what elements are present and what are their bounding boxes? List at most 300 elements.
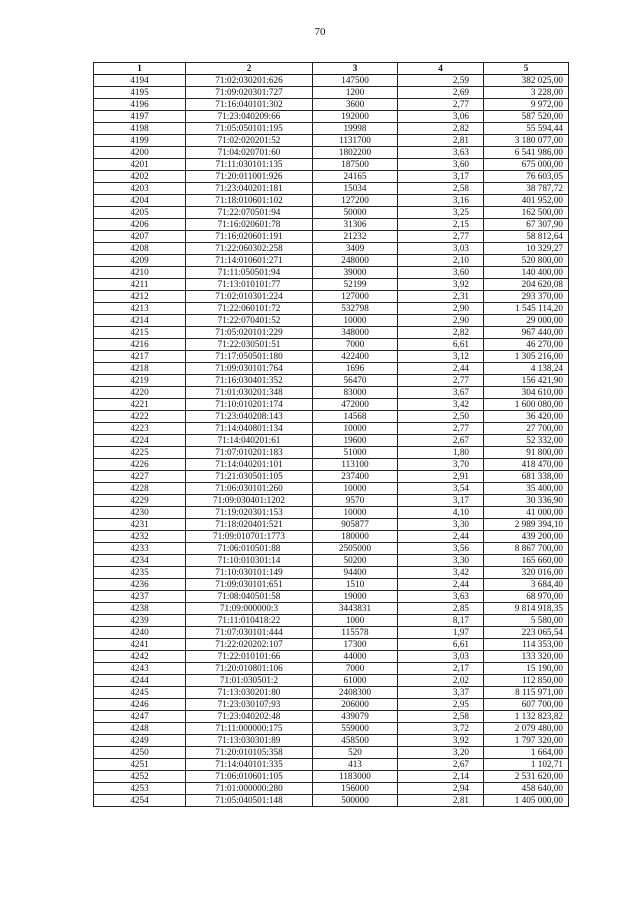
cadastral-number-cell: 71:22:070401:52 — [186, 315, 313, 327]
rate-cell: 2,50 — [398, 411, 484, 423]
rate-cell: 2,69 — [398, 87, 484, 99]
rate-cell: 3,30 — [398, 555, 484, 567]
cadastral-number-cell: 71:02:030201:626 — [186, 75, 313, 87]
cadastral-value-table — [93, 62, 569, 807]
row-number-cell: 4205 — [94, 207, 186, 219]
cadastral-number-cell: 71:23:040209:66 — [186, 111, 313, 123]
area-cell: 113100 — [313, 459, 398, 471]
value-cell: 4 138,24 — [484, 363, 569, 375]
rate-cell: 3,42 — [398, 399, 484, 411]
area-cell: 413 — [313, 759, 398, 771]
table-row — [94, 423, 569, 435]
rate-cell: 1,80 — [398, 447, 484, 459]
row-number-cell: 4221 — [94, 399, 186, 411]
row-number-cell: 4238 — [94, 603, 186, 615]
row-number-cell: 4208 — [94, 243, 186, 255]
area-cell: 52199 — [313, 279, 398, 291]
rate-cell: 3,03 — [398, 243, 484, 255]
row-number-cell: 4235 — [94, 567, 186, 579]
cadastral-number-cell: 71:02:020201:52 — [186, 135, 313, 147]
row-number-cell: 4237 — [94, 591, 186, 603]
value-cell: 1 664,00 — [484, 747, 569, 759]
value-cell: 6 541 986,00 — [484, 147, 569, 159]
rate-cell: 3,37 — [398, 687, 484, 699]
rate-cell: 2,15 — [398, 219, 484, 231]
cadastral-number-cell: 71:23:040208:143 — [186, 411, 313, 423]
value-cell: 162 500,00 — [484, 207, 569, 219]
row-number-cell: 4194 — [94, 75, 186, 87]
cadastral-number-cell: 71:11:010418:22 — [186, 615, 313, 627]
rate-cell: 2,44 — [398, 531, 484, 543]
cadastral-number-cell: 71:13:030301:89 — [186, 735, 313, 747]
value-cell: 9 972,00 — [484, 99, 569, 111]
rate-cell: 2,44 — [398, 579, 484, 591]
rate-cell: 2,90 — [398, 303, 484, 315]
value-cell: 3 228,00 — [484, 87, 569, 99]
cadastral-number-cell: 71:09:030101:651 — [186, 579, 313, 591]
value-cell: 29 000,00 — [484, 315, 569, 327]
area-cell: 348000 — [313, 327, 398, 339]
table-header — [94, 63, 569, 75]
cadastral-number-cell: 71:23:040201:181 — [186, 183, 313, 195]
cadastral-number-cell: 71:07:030101:444 — [186, 627, 313, 639]
cadastral-number-cell: 71:16:030401:352 — [186, 375, 313, 387]
table-row — [94, 291, 569, 303]
rate-cell: 3,17 — [398, 495, 484, 507]
value-cell: 1 305 216,00 — [484, 351, 569, 363]
value-cell: 114 353,00 — [484, 639, 569, 651]
rate-cell: 3,16 — [398, 195, 484, 207]
table-row — [94, 111, 569, 123]
cadastral-number-cell: 71:17:050501:180 — [186, 351, 313, 363]
row-number-cell: 4234 — [94, 555, 186, 567]
value-cell: 52 332,00 — [484, 435, 569, 447]
rate-cell: 6,61 — [398, 339, 484, 351]
cadastral-number-cell: 71:10:010301:14 — [186, 555, 313, 567]
table-row — [94, 591, 569, 603]
table-row — [94, 483, 569, 495]
row-number-cell: 4215 — [94, 327, 186, 339]
cadastral-number-cell: 71:11:050501:94 — [186, 267, 313, 279]
cadastral-number-cell: 71:06:030101:260 — [186, 483, 313, 495]
area-cell: 500000 — [313, 795, 398, 807]
table-row — [94, 303, 569, 315]
table-row — [94, 795, 569, 807]
rate-cell: 2,82 — [398, 327, 484, 339]
area-cell: 15034 — [313, 183, 398, 195]
area-cell: 94400 — [313, 567, 398, 579]
rate-cell: 3,42 — [398, 567, 484, 579]
rate-cell: 2,31 — [398, 291, 484, 303]
area-cell: 115578 — [313, 627, 398, 639]
value-cell: 1 797 320,00 — [484, 735, 569, 747]
value-cell: 1 132 823,82 — [484, 711, 569, 723]
row-number-cell: 4210 — [94, 267, 186, 279]
table-row — [94, 351, 569, 363]
table-row — [94, 159, 569, 171]
cadastral-number-cell: 71:18:010601:102 — [186, 195, 313, 207]
area-cell: 248000 — [313, 255, 398, 267]
value-cell: 3 180 077,00 — [484, 135, 569, 147]
row-number-cell: 4224 — [94, 435, 186, 447]
cadastral-number-cell: 71:13:010101:77 — [186, 279, 313, 291]
value-cell: 46 270,00 — [484, 339, 569, 351]
rate-cell: 6,61 — [398, 639, 484, 651]
area-cell: 187500 — [313, 159, 398, 171]
rate-cell: 2,85 — [398, 603, 484, 615]
cadastral-number-cell: 71:01:030201:348 — [186, 387, 313, 399]
rate-cell: 2,82 — [398, 123, 484, 135]
cadastral-number-cell: 71:13:030201:80 — [186, 687, 313, 699]
area-cell: 10000 — [313, 423, 398, 435]
value-cell: 967 440,00 — [484, 327, 569, 339]
table-row — [94, 339, 569, 351]
cadastral-number-cell: 71:02:010301:224 — [186, 291, 313, 303]
row-number-cell: 4239 — [94, 615, 186, 627]
area-cell: 206000 — [313, 699, 398, 711]
area-cell: 1000 — [313, 615, 398, 627]
row-number-cell: 4200 — [94, 147, 186, 159]
area-cell: 39000 — [313, 267, 398, 279]
area-cell: 472000 — [313, 399, 398, 411]
table-row — [94, 279, 569, 291]
cadastral-number-cell: 71:04:020701:60 — [186, 147, 313, 159]
value-cell: 91 800,00 — [484, 447, 569, 459]
rate-cell: 3,60 — [398, 267, 484, 279]
row-number-cell: 4203 — [94, 183, 186, 195]
row-number-cell: 4227 — [94, 471, 186, 483]
row-number-cell: 4250 — [94, 747, 186, 759]
rate-cell: 3,60 — [398, 159, 484, 171]
rate-cell: 2,67 — [398, 759, 484, 771]
row-number-cell: 4218 — [94, 363, 186, 375]
area-cell: 19998 — [313, 123, 398, 135]
area-cell: 19000 — [313, 591, 398, 603]
row-number-cell: 4197 — [94, 111, 186, 123]
table-row — [94, 615, 569, 627]
cadastral-number-cell: 71:06:010601:105 — [186, 771, 313, 783]
table-row — [94, 219, 569, 231]
area-cell: 3600 — [313, 99, 398, 111]
table-row — [94, 99, 569, 111]
value-cell: 165 660,00 — [484, 555, 569, 567]
area-cell: 905877 — [313, 519, 398, 531]
rate-cell: 3,17 — [398, 171, 484, 183]
table-row — [94, 123, 569, 135]
value-cell: 35 400,00 — [484, 483, 569, 495]
row-number-cell: 4211 — [94, 279, 186, 291]
rate-cell: 2,81 — [398, 795, 484, 807]
table-row — [94, 195, 569, 207]
cadastral-number-cell: 71:20:011001:926 — [186, 171, 313, 183]
table-row — [94, 471, 569, 483]
cadastral-number-cell: 71:22:060302:258 — [186, 243, 313, 255]
area-cell: 1802200 — [313, 147, 398, 159]
table-row — [94, 387, 569, 399]
value-cell: 27 700,00 — [484, 423, 569, 435]
table-row — [94, 771, 569, 783]
value-cell: 304 610,00 — [484, 387, 569, 399]
area-cell: 520 — [313, 747, 398, 759]
table-row — [94, 579, 569, 591]
table-row — [94, 75, 569, 87]
cadastral-number-cell: 71:19:020301:153 — [186, 507, 313, 519]
value-cell: 458 640,00 — [484, 783, 569, 795]
rate-cell: 3,63 — [398, 591, 484, 603]
cadastral-number-cell: 71:11:000000:175 — [186, 723, 313, 735]
cadastral-number-cell: 71:22:010101:66 — [186, 651, 313, 663]
table-row — [94, 207, 569, 219]
area-cell: 83000 — [313, 387, 398, 399]
table-row — [94, 243, 569, 255]
rate-cell: 2,81 — [398, 135, 484, 147]
area-cell: 3443831 — [313, 603, 398, 615]
area-cell: 2408300 — [313, 687, 398, 699]
value-cell: 1 545 114,20 — [484, 303, 569, 315]
area-cell: 147500 — [313, 75, 398, 87]
cadastral-number-cell: 71:05:020101:229 — [186, 327, 313, 339]
area-cell: 7000 — [313, 339, 398, 351]
row-number-cell: 4222 — [94, 411, 186, 423]
value-cell: 10 329,27 — [484, 243, 569, 255]
value-cell: 133 320,00 — [484, 651, 569, 663]
table-row — [94, 555, 569, 567]
table-body — [94, 75, 569, 807]
cadastral-number-cell: 71:09:010701:1773 — [186, 531, 313, 543]
rate-cell: 3,54 — [398, 483, 484, 495]
area-cell: 127000 — [313, 291, 398, 303]
row-number-cell: 4254 — [94, 795, 186, 807]
row-number-cell: 4199 — [94, 135, 186, 147]
header-col-5: 5 — [484, 63, 569, 75]
rate-cell: 2,58 — [398, 711, 484, 723]
row-number-cell: 4233 — [94, 543, 186, 555]
area-cell: 24165 — [313, 171, 398, 183]
table-row — [94, 531, 569, 543]
value-cell: 36 420,00 — [484, 411, 569, 423]
cadastral-number-cell: 71:01:030501:2 — [186, 675, 313, 687]
table-row — [94, 519, 569, 531]
area-cell: 10000 — [313, 483, 398, 495]
rate-cell: 2,77 — [398, 99, 484, 111]
area-cell: 127200 — [313, 195, 398, 207]
rate-cell: 2,94 — [398, 783, 484, 795]
table-row — [94, 435, 569, 447]
table-row — [94, 171, 569, 183]
value-cell: 2 531 620,00 — [484, 771, 569, 783]
row-number-cell: 4231 — [94, 519, 186, 531]
cadastral-number-cell: 71:01:000000:280 — [186, 783, 313, 795]
table-row — [94, 87, 569, 99]
table-row — [94, 315, 569, 327]
row-number-cell: 4196 — [94, 99, 186, 111]
rate-cell: 3,92 — [398, 735, 484, 747]
value-cell: 41 000,00 — [484, 507, 569, 519]
value-cell: 8 115 971,00 — [484, 687, 569, 699]
row-number-cell: 4247 — [94, 711, 186, 723]
value-cell: 681 338,00 — [484, 471, 569, 483]
table-row — [94, 459, 569, 471]
cadastral-number-cell: 71:06:010501:88 — [186, 543, 313, 555]
table-row — [94, 399, 569, 411]
rate-cell: 3,70 — [398, 459, 484, 471]
cadastral-number-cell: 71:22:060101:72 — [186, 303, 313, 315]
cadastral-number-cell: 71:21:030501:105 — [186, 471, 313, 483]
area-cell: 192000 — [313, 111, 398, 123]
rate-cell: 2,95 — [398, 699, 484, 711]
table-row — [94, 495, 569, 507]
table-row — [94, 543, 569, 555]
area-cell: 3409 — [313, 243, 398, 255]
table-row — [94, 663, 569, 675]
table-row — [94, 447, 569, 459]
value-cell: 55 594,44 — [484, 123, 569, 135]
rate-cell: 2,44 — [398, 363, 484, 375]
rate-cell: 2,14 — [398, 771, 484, 783]
area-cell: 439079 — [313, 711, 398, 723]
rate-cell: 2,77 — [398, 231, 484, 243]
area-cell: 10000 — [313, 507, 398, 519]
rate-cell: 2,77 — [398, 375, 484, 387]
row-number-cell: 4248 — [94, 723, 186, 735]
cadastral-number-cell: 71:16:020601:191 — [186, 231, 313, 243]
cadastral-number-cell: 71:18:020401:521 — [186, 519, 313, 531]
area-cell: 31306 — [313, 219, 398, 231]
row-number-cell: 4201 — [94, 159, 186, 171]
table-row — [94, 783, 569, 795]
row-number-cell: 4241 — [94, 639, 186, 651]
value-cell: 67 307,90 — [484, 219, 569, 231]
area-cell: 19600 — [313, 435, 398, 447]
row-number-cell: 4243 — [94, 663, 186, 675]
row-number-cell: 4232 — [94, 531, 186, 543]
row-number-cell: 4244 — [94, 675, 186, 687]
cadastral-number-cell: 71:09:000000:3 — [186, 603, 313, 615]
table-row — [94, 411, 569, 423]
value-cell: 3 684,40 — [484, 579, 569, 591]
area-cell: 237400 — [313, 471, 398, 483]
area-cell: 156000 — [313, 783, 398, 795]
header-row — [94, 63, 569, 75]
table-row — [94, 327, 569, 339]
cadastral-number-cell: 71:22:070501:94 — [186, 207, 313, 219]
area-cell: 180000 — [313, 531, 398, 543]
value-cell: 675 000,00 — [484, 159, 569, 171]
value-cell: 112 850,00 — [484, 675, 569, 687]
value-cell: 5 580,00 — [484, 615, 569, 627]
value-cell: 293 370,00 — [484, 291, 569, 303]
value-cell: 9 814 918,35 — [484, 603, 569, 615]
cadastral-number-cell: 71:20:010105:358 — [186, 747, 313, 759]
value-cell: 223 065,54 — [484, 627, 569, 639]
row-number-cell: 4246 — [94, 699, 186, 711]
area-cell: 51000 — [313, 447, 398, 459]
value-cell: 401 952,00 — [484, 195, 569, 207]
cadastral-number-cell: 71:20:010801:106 — [186, 663, 313, 675]
header-col-1: 1 — [94, 63, 186, 75]
area-cell: 1200 — [313, 87, 398, 99]
rate-cell: 2,91 — [398, 471, 484, 483]
table-row — [94, 639, 569, 651]
value-cell: 38 787,72 — [484, 183, 569, 195]
row-number-cell: 4228 — [94, 483, 186, 495]
table-row — [94, 759, 569, 771]
header-col-4: 4 — [398, 63, 484, 75]
row-number-cell: 4251 — [94, 759, 186, 771]
value-cell: 520 800,00 — [484, 255, 569, 267]
area-cell: 2505000 — [313, 543, 398, 555]
header-col-2: 2 — [186, 63, 313, 75]
value-cell: 15 190,00 — [484, 663, 569, 675]
table-row — [94, 747, 569, 759]
cadastral-number-cell: 71:10:010201:174 — [186, 399, 313, 411]
cadastral-number-cell: 71:22:020202:107 — [186, 639, 313, 651]
table-row — [94, 711, 569, 723]
table-row — [94, 231, 569, 243]
area-cell: 10000 — [313, 315, 398, 327]
value-cell: 204 620,08 — [484, 279, 569, 291]
row-number-cell: 4229 — [94, 495, 186, 507]
row-number-cell: 4213 — [94, 303, 186, 315]
value-cell: 58 812,64 — [484, 231, 569, 243]
row-number-cell: 4242 — [94, 651, 186, 663]
page-number: 70 — [314, 26, 326, 38]
table-row — [94, 735, 569, 747]
rate-cell: 1,97 — [398, 627, 484, 639]
rate-cell: 2,59 — [398, 75, 484, 87]
table-row — [94, 675, 569, 687]
cadastral-number-cell: 71:14:040201:61 — [186, 435, 313, 447]
cadastral-number-cell: 71:23:030107:93 — [186, 699, 313, 711]
table-row — [94, 699, 569, 711]
value-cell: 30 336,90 — [484, 495, 569, 507]
area-cell: 1131700 — [313, 135, 398, 147]
area-cell: 50000 — [313, 207, 398, 219]
rate-cell: 2,10 — [398, 255, 484, 267]
rate-cell: 2,58 — [398, 183, 484, 195]
area-cell: 14568 — [313, 411, 398, 423]
value-cell: 382 025,00 — [484, 75, 569, 87]
cadastral-number-cell: 71:09:030101:764 — [186, 363, 313, 375]
row-number-cell: 4207 — [94, 231, 186, 243]
rate-cell: 2,02 — [398, 675, 484, 687]
row-number-cell: 4225 — [94, 447, 186, 459]
rate-cell: 3,06 — [398, 111, 484, 123]
table-row — [94, 183, 569, 195]
area-cell: 7000 — [313, 663, 398, 675]
value-cell: 140 400,00 — [484, 267, 569, 279]
value-cell: 1 405 000,00 — [484, 795, 569, 807]
row-number-cell: 4206 — [94, 219, 186, 231]
row-number-cell: 4236 — [94, 579, 186, 591]
table-row — [94, 603, 569, 615]
cadastral-number-cell: 71:11:030101:135 — [186, 159, 313, 171]
cadastral-number-cell: 71:16:040101:302 — [186, 99, 313, 111]
rate-cell: 2,17 — [398, 663, 484, 675]
cadastral-number-cell: 71:05:040501:148 — [186, 795, 313, 807]
area-cell: 532798 — [313, 303, 398, 315]
rate-cell: 3,67 — [398, 387, 484, 399]
value-cell: 2 989 394,10 — [484, 519, 569, 531]
area-cell: 9570 — [313, 495, 398, 507]
area-cell: 1510 — [313, 579, 398, 591]
row-number-cell: 4245 — [94, 687, 186, 699]
table-row — [94, 687, 569, 699]
table-row — [94, 363, 569, 375]
value-cell: 1 102,71 — [484, 759, 569, 771]
value-cell: 68 970,00 — [484, 591, 569, 603]
cadastral-number-cell: 71:22:030501:51 — [186, 339, 313, 351]
